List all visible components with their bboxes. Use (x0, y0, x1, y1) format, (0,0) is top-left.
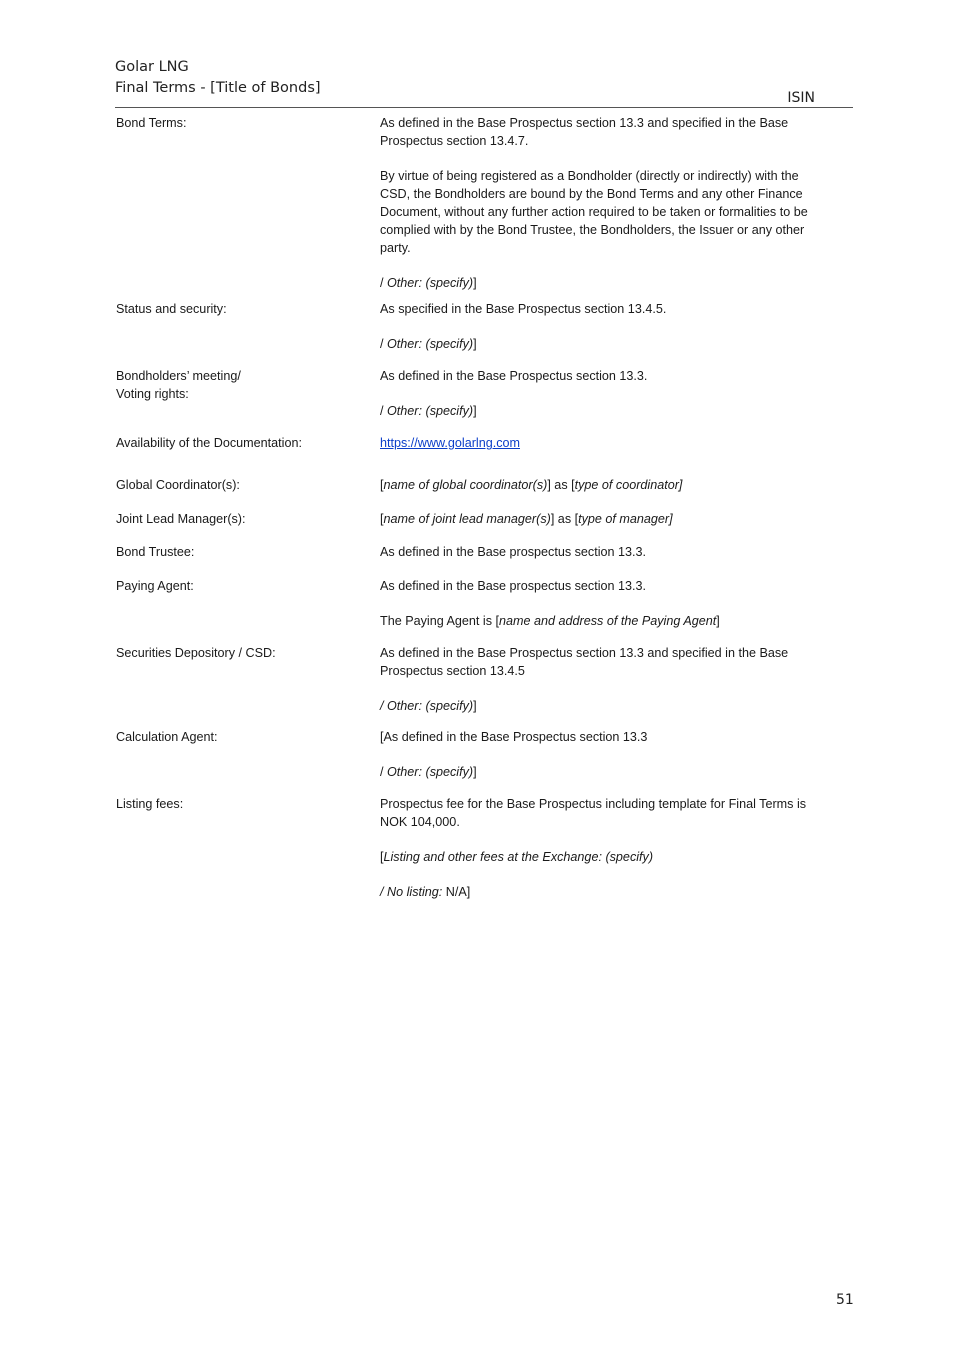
value-text: / (380, 276, 387, 290)
value-text: [ (380, 512, 384, 526)
row-securities-depository (116, 644, 854, 728)
page-header (115, 57, 853, 108)
row-label (116, 367, 380, 434)
row-value (380, 795, 832, 901)
row-calculation-agent (116, 728, 854, 795)
value-paragraph: As defined in the Base Prospectus section 13.3. (380, 369, 648, 383)
header-isin: ISIN (787, 90, 815, 106)
row-label: Paying Agent: (116, 579, 194, 593)
row-label: Bond Trustee: (116, 545, 195, 559)
row-status-security (116, 300, 854, 367)
row-value (380, 114, 832, 300)
value-text: ] (473, 337, 477, 351)
row-label: Global Coordinator(s): (116, 478, 240, 492)
row-global-coordinator (116, 476, 854, 510)
value-italic: Listing and other fees at the Exchange: (specify) (383, 850, 654, 864)
row-value (380, 434, 832, 476)
value-italic: / Other: (specify) (380, 699, 474, 713)
row-label: Securities Depository / CSD: (116, 646, 276, 660)
value-italic: type of coordinator] (574, 478, 683, 492)
value-paragraph (380, 763, 832, 781)
value-italic: Other: (specify) (387, 404, 474, 418)
value-text: [ (380, 850, 384, 864)
documentation-link[interactable]: https://www.golarlng.com (380, 436, 520, 450)
row-value (380, 476, 832, 510)
row-label: Status and security: (116, 302, 227, 316)
value-paragraph: As defined in the Base prospectus section 13.3. (380, 579, 647, 593)
row-value (380, 510, 832, 543)
label-line: Voting rights: (116, 387, 189, 401)
value-italic: Other: (specify) (387, 337, 474, 351)
value-italic: name of global coordinator(s) (383, 478, 548, 492)
row-value (380, 367, 832, 434)
row-label: Calculation Agent: (116, 730, 218, 744)
row-documentation (116, 434, 854, 476)
value-text: / (380, 765, 387, 779)
value-paragraph (380, 848, 832, 866)
row-value (380, 577, 832, 644)
value-text: ] (473, 699, 477, 713)
page-number: 51 (836, 1292, 854, 1308)
value-paragraph (380, 335, 832, 353)
value-text: ] (716, 614, 720, 628)
value-paragraph (380, 697, 832, 715)
value-paragraph (380, 883, 832, 901)
header-doc-title: Final Terms - [Title of Bonds] (115, 80, 321, 96)
value-paragraph: As defined in the Base prospectus section 13.3. (380, 545, 647, 559)
value-text: The Paying Agent is [ (380, 614, 500, 628)
value-text: ] (473, 765, 477, 779)
label-line: Bondholders’ meeting/ (116, 369, 241, 383)
value-italic: / No listing: (380, 885, 443, 899)
row-label: Availability of the Documentation: (116, 436, 302, 450)
value-paragraph (380, 274, 832, 292)
value-text: ] (473, 404, 477, 418)
value-italic: name of joint lead manager(s) (383, 512, 551, 526)
row-value (380, 300, 832, 367)
value-text: N/A] (442, 885, 471, 899)
value-text: / (380, 404, 387, 418)
value-italic: Other: (specify) (387, 276, 474, 290)
row-listing-fees (116, 795, 854, 901)
value-paragraph: By virtue of being registered as a Bondholder (directly or indirectly) with the CSD, the Bondholders are bound by the Bond Terms and any other Finance Document, without any further action required to be taken or formalities to be complied with by the Bond Trustee, the Bondholders, the Issuer or any other party. (380, 169, 808, 255)
value-paragraph: Prospectus fee for the Base Prospectus including template for Final Terms is NOK 104,000. (380, 797, 807, 829)
row-bondholders-meeting (116, 367, 854, 434)
value-text: ] (473, 276, 477, 290)
value-text: ] as [ (547, 478, 575, 492)
row-value (380, 728, 832, 795)
row-label: Listing fees: (116, 797, 184, 811)
value-italic: Other: (specify) (387, 765, 474, 779)
terms-table (116, 114, 854, 901)
value-paragraph: As defined in the Base Prospectus section 13.3 and specified in the Base Prospectus section 13.4.7. (380, 116, 789, 148)
row-label: Joint Lead Manager(s): (116, 512, 246, 526)
header-company: Golar LNG (115, 59, 189, 75)
row-joint-lead-manager (116, 510, 854, 543)
row-paying-agent (116, 577, 854, 644)
row-bond-terms (116, 114, 854, 300)
value-text: ] as [ (550, 512, 579, 526)
row-label: Bond Terms: (116, 116, 187, 130)
value-text: [ (380, 478, 384, 492)
value-paragraph: As defined in the Base Prospectus section 13.3 and specified in the Base Prospectus section 13.4.5 (380, 646, 789, 678)
value-italic: type of manager] (578, 512, 673, 526)
value-paragraph: As specified in the Base Prospectus section 13.4.5. (380, 302, 667, 316)
row-value (380, 644, 832, 728)
value-paragraph (380, 612, 832, 630)
value-text: / (380, 337, 387, 351)
value-paragraph (380, 402, 832, 420)
value-italic: name and address of the Paying Agent (499, 614, 717, 628)
row-value (380, 543, 832, 577)
row-bond-trustee (116, 543, 854, 577)
value-paragraph: [As defined in the Base Prospectus section 13.3 (380, 730, 648, 744)
